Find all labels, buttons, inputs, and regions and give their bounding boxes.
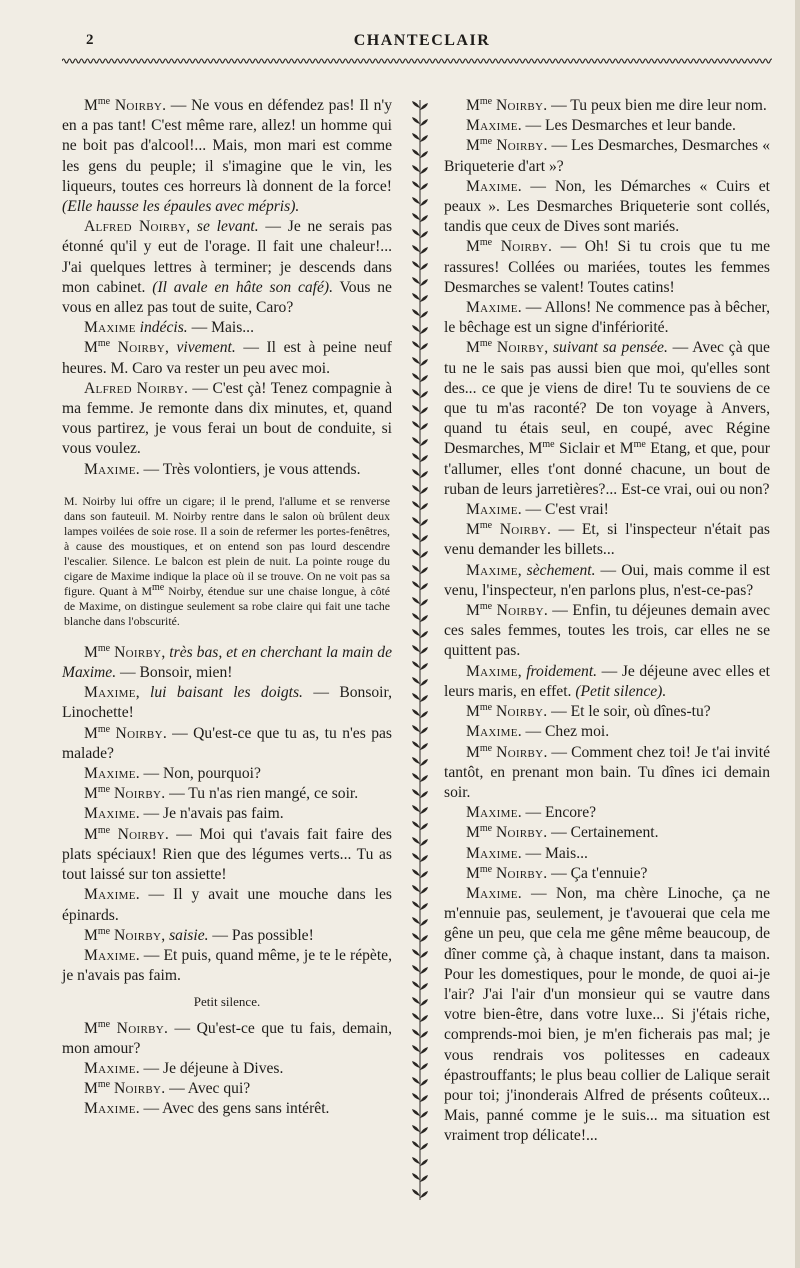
dialogue-line: Maxime. — Avec des gens sans intérêt. [84,1100,330,1118]
dialogue-line: Maxime. — Non, pourquoi? [84,765,261,783]
dialogue-line: Maxime. — Les Desmarches et leur bande. [466,117,736,135]
dialogue-line: $M^{me}$ Noirby, suivant sa pensée. — Avec çà que tu ne le sais pas aussi bien que moi, qu'elles sont des... ce que je viens de dire! Tu te souviens de ce que tu m'as raconté? De ton voyage à Anvers, quand tu étais seul, en coupé, avec Régine Desmarches, $M^{me}$ Siclair et $M^{me}$ Etang, et que, pour t'allumer, elles t'ont donné chacune, un bout de ruban de leurs jarretières?... Est-ce vrai, oui ou non? [444,338,770,498]
dialogue-line: Maxime, froidement. — Je déjeune avec elles et leurs maris, en effet. (Petit silence). [444,662,771,700]
dialogue-line: Maxime, sèchement. — Oui, mais comme il est venu, l'inspecteur, n'en parlons plus, n'est-ce-pas? [444,561,770,599]
page-edge-shadow [795,0,800,1268]
dialogue-line: $M^{me}$ Noirby. — Tu n'as rien mangé, ce soir. [84,784,359,803]
dialogue-line: Maxime. — Mais... [466,844,588,862]
dialogue-line: $M^{me}$ Noirby, vivement. — Il est à peine neuf heures. M. Caro va rester un peu avec moi. [62,338,392,377]
header-wavy-rule [62,57,772,65]
dialogue-line: $M^{me}$ Noirby. — Avec qui? [84,1078,251,1098]
dialogue-line: Maxime. — Chez moi. [466,723,610,741]
dialogue-line: $M^{me}$ Noirby. — Ne vous en défendez pas! Il n'y en a pas tant! C'est même rare, allez! un homme qui ne boit pas d'alcool!... Mais, mon mari est comme les gens du peuple; il s'imagine que le vin, les liqueurs, toutes ces horreurs là donnent de la force! (Elle hausse les épaules avec mépris). [62,95,392,216]
dialogue-line: Maxime. — Non, ma chère Linoche, ça ne m'ennuie pas, seulement, je t'avouerai que cela me gêne un peu, que cela me gêne même beaucoup, de dîner comme çà, à chaque instant, dans ta maison. Pour les domestiques, pour le monde, de quoi ai-je l'air? J'ai l'air d'un monsieur qui se vautre dans votre bien-être, dans votre luxe... Si j'étais riche, comprends-moi bien, je m'en ficherais pas mal; je vous rendrais vos politesses en cadeaux épastrouffants; le plus beau collier de Lalique serait pour toi; j'inonderais Alfred de présents coûteux... Mais, panné comme je le suis... ma situation est vraiment trop délicate!... [444,884,770,1145]
right-column [444,96,770,1147]
dialogue-line: Alfred Noirby, se levant. — Je ne serais pas étonné qu'il y eut de l'orage. Il fait une chaleur!... J'ai quelques lettres à terminer; je descends dans mon cabinet. (Il avale en hâte son café). Vous ne vous en allez pas tout de suite, Caro? [62,218,393,317]
dialogue-line: Maxime. — Encore? [466,804,597,822]
dialogue-line: Maxime. — Très volontiers, je vous attends. [84,460,361,478]
dialogue-line: $M^{me}$ Noirby, saisie. — Pas possible! [84,925,314,944]
dialogue-line: $M^{me}$ Noirby, très bas, et en cherchant la main de Maxime. — Bonsoir, mien! [62,642,392,682]
dialogue-line: Maxime. — Il y avait une mouche dans les épinards. [62,886,392,924]
dialogue-line: $M^{me}$ Noirby. — Les Desmarches, Desmarches « Briqueterie d'art »? [444,136,770,175]
dialogue-line: Maxime. — C'est vrai! [466,501,609,519]
dialogue-line: $M^{me}$ Noirby. — Qu'est-ce que tu fais, demain, mon amour? [62,1018,392,1057]
dialogue-line: Maxime indécis. — Mais... [84,319,254,337]
stage-direction: M. Noirby lui offre un cigare; il le prend, l'allume et se renverse dans son fauteuil. M. Noirby rentre dans le salon où brûlent deux lampes voilées de soie rose. Il a soin de refermer les portes-fenêtres, à cause des moustiques, et on entend son pas lourd descendre l'escalier. Silence. Le balcon est plein de nuit. La pointe rouge du cigare de Maxime indique la place où il se trouve. On ne voit pas sa figure. Quant à $M^{me}$ Noirby, étendue sur une chaise longue, à côté de Maxime, on distingue seulement sa robe claire qui fait une tache blanche dans l'obscurité. [64,493,390,628]
left-column [62,96,392,1120]
page-header [62,32,782,52]
dialogue-line: $M^{me}$ Noirby. — Certainement. [466,823,659,842]
dialogue-line: $M^{me}$ Noirby. — Ça t'ennuie? [466,863,648,882]
dialogue-line: Maxime, lui baisant les doigts. — Bonsoir, Linochette! [62,684,392,722]
page-number: 2 [86,32,94,48]
dialogue-line: $M^{me}$ Noirby. — Tu peux bien me dire leur nom. [466,95,767,114]
stage-note: Petit silence. [193,994,261,1010]
dialogue-line: $M^{me}$ Noirby. — Enfin, tu déjeunes demain avec ces sales femmes, toutes les trois, car elles ne se quittent pas. [444,600,770,660]
dialogue-line: $M^{me}$ Noirby. — Oh! Si tu crois que tu me rassures! Collées ou mariées, toutes les femmes Desmarches se valent! Toutes catins! [444,237,770,296]
running-title: CHANTECLAIR [353,32,491,49]
ornamental-column-divider [410,100,430,1200]
dialogue-line: Maxime. — Allons! Ne commence pas à bêcher, le bêchage est un signe d'infériorité. [444,299,770,337]
dialogue-line: $M^{me}$ Noirby. — Qu'est-ce que tu as, tu n'es pas malade? [62,723,392,762]
dialogue-line: $M^{me}$ Noirby. — Et, si l'inspecteur n'était pas venu demander les billets... [444,520,771,559]
dialogue-line: $M^{me}$ Noirby. — Et le soir, où dînes-tu? [466,701,711,721]
dialogue-line: Maxime. — Je déjeune à Dives. [84,1059,284,1077]
dialogue-line: Alfred Noirby. — C'est çà! Tenez compagnie à ma femme. Je remonte dans dix minutes, et, quand vous partirez, je vous ferai un bout de conduite, si vous voulez. [62,379,393,458]
dialogue-line: Maxime. — Je n'avais pas faim. [84,805,284,823]
dialogue-line: Maxime. — Et puis, quand même, je te le répète, je n'avais pas faim. [62,946,392,985]
dialogue-line: $M^{me}$ Noirby. — Moi qui t'avais fait faire des plats spéciaux! Rien que des légumes verts... Tu as tout laissé sur ton assiette! [62,824,392,884]
dialogue-line: $M^{me}$ Noirby. — Comment chez toi! Je t'ai invité tantôt, en prenant mon bain. Tu dînes ici demain soir. [444,742,770,801]
dialogue-line: Maxime. — Non, les Démarches « Cuirs et peaux ». Les Desmarches Briqueterie sont collés, tandis que ceux de Dives sont mariés. [444,177,770,236]
